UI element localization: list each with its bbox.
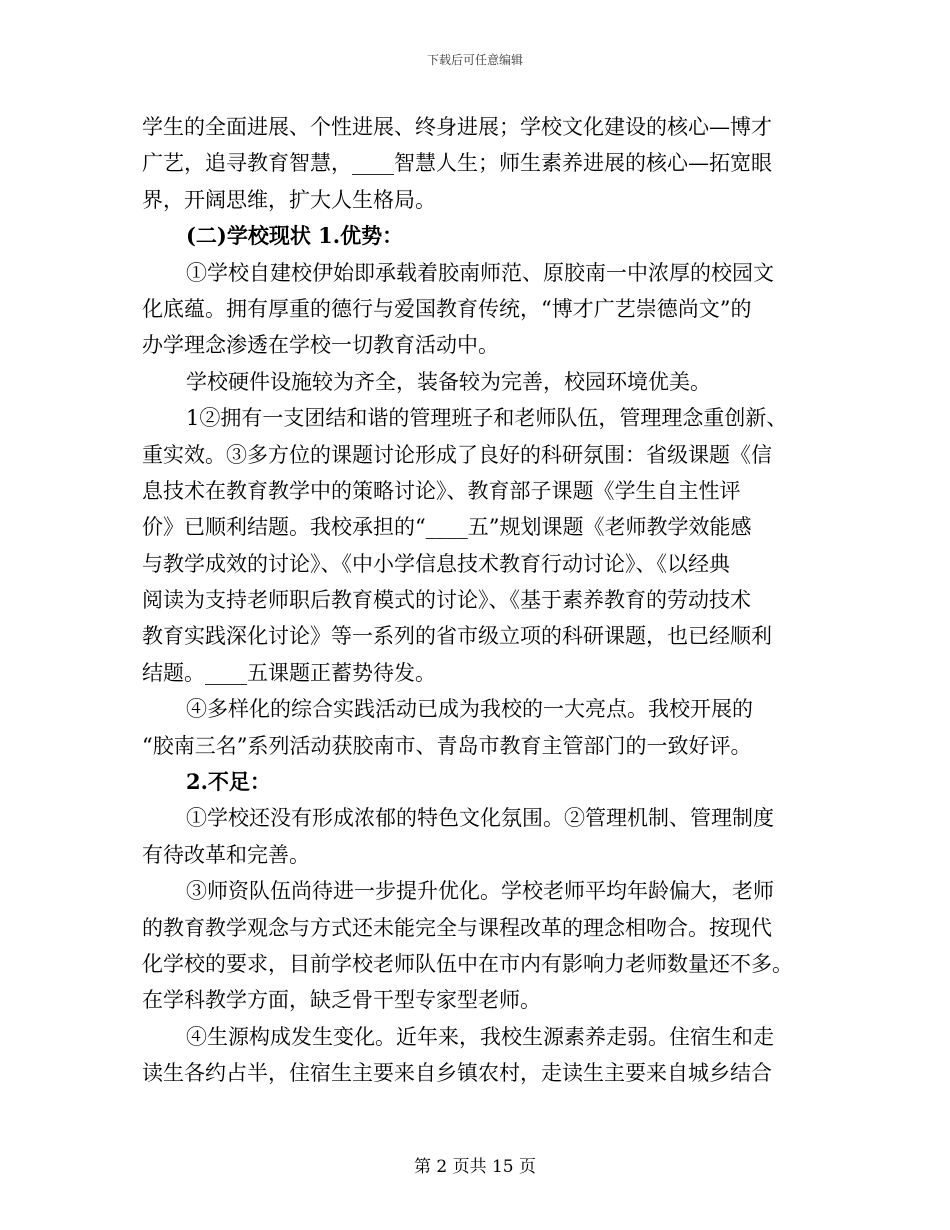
body-line: 1②拥有一支团结和谐的管理班子和老师队伍，管理理念重创新、 <box>186 406 788 431</box>
body-line: 学生的全面进展、个性进展、终身进展；学校文化建设的核心—博才 <box>142 115 772 139</box>
body-line: 的教育教学观念与方式还未能完全与课程改革的理念相吻合。按现代 <box>142 915 772 940</box>
body-line: 学校硬件设施较为齐全，装备较为完善，校园环境优美。 <box>186 369 711 394</box>
body-line: 界，开阔思维，扩大人生格局。 <box>142 187 436 212</box>
body-line: 与教学成效的讨论》、《中小学信息技术教育行动讨论》、《以经典 <box>142 551 730 576</box>
body-line: 在学科教学方面，缺乏骨干型专家型老师。 <box>142 988 541 1013</box>
body-line: 价》已顺利结题。我校承担的“____五”规划课题《老师教学效能感 <box>142 515 752 540</box>
body-line: 化学校的要求，目前学校老师队伍中在市内有影响力老师数量还不多。 <box>142 951 793 976</box>
body-line: 重实效。③多方位的课题讨论形成了良好的科研氛围：省级课题《信 <box>142 442 772 467</box>
body-line: 广艺，追寻教育智慧，____智慧人生；师生素养进展的核心—拓宽眼 <box>142 151 772 176</box>
body-line: ③师资队伍尚待进一步提升优化。学校老师平均年龄偏大，老师 <box>186 879 774 904</box>
body-line: ④生源构成发生变化。近年来，我校生源素养走弱。住宿生和走 <box>186 1024 774 1049</box>
page-header: 下载后可任意编辑 <box>426 53 523 67</box>
body-line: ①学校还没有形成浓郁的特色文化氛围。②管理机制、管理制度 <box>186 806 774 831</box>
document-body <box>142 109 802 1092</box>
section-heading: (二)学校现状 1.优势： <box>186 223 404 249</box>
body-line: ④多样化的综合实践活动已成为我校的一大亮点。我校开展的 <box>186 697 753 722</box>
body-line: 读生各约占半，住宿生主要来自乡镇农村，走读生主要来自城乡结合 <box>142 1061 772 1086</box>
body-line: 息技术在教育教学中的策略讨论》、教育部子课题《学生自主性评 <box>142 478 741 503</box>
body-line: 办学理念渗透在学校一切教育活动中。 <box>142 333 499 358</box>
body-line: 教育实践深化讨论》等一系列的省市级立项的科研课题，也已经顺利 <box>142 624 772 649</box>
body-line: 结题。____五课题正蓄势待发。 <box>142 660 436 685</box>
page-footer: 第 2 页共 15 页 <box>413 1157 537 1177</box>
section-heading: 2.不足： <box>186 769 271 795</box>
body-line: 阅读为支持老师职后教育模式的讨论》、《基于素养教育的劳动技术 <box>142 588 751 613</box>
body-line: ①学校自建校伊始即承载着胶南师范、原胶南一中浓厚的校园文 <box>186 260 774 285</box>
body-line: “胶南三名”系列活动获胶南市、青岛市教育主管部门的一致好评。 <box>142 733 752 758</box>
body-line: 化底蕴。拥有厚重的德行与爱国教育传统，“博才广艺崇德尚文”的 <box>142 296 752 321</box>
body-line: 有待改革和完善。 <box>142 842 310 867</box>
